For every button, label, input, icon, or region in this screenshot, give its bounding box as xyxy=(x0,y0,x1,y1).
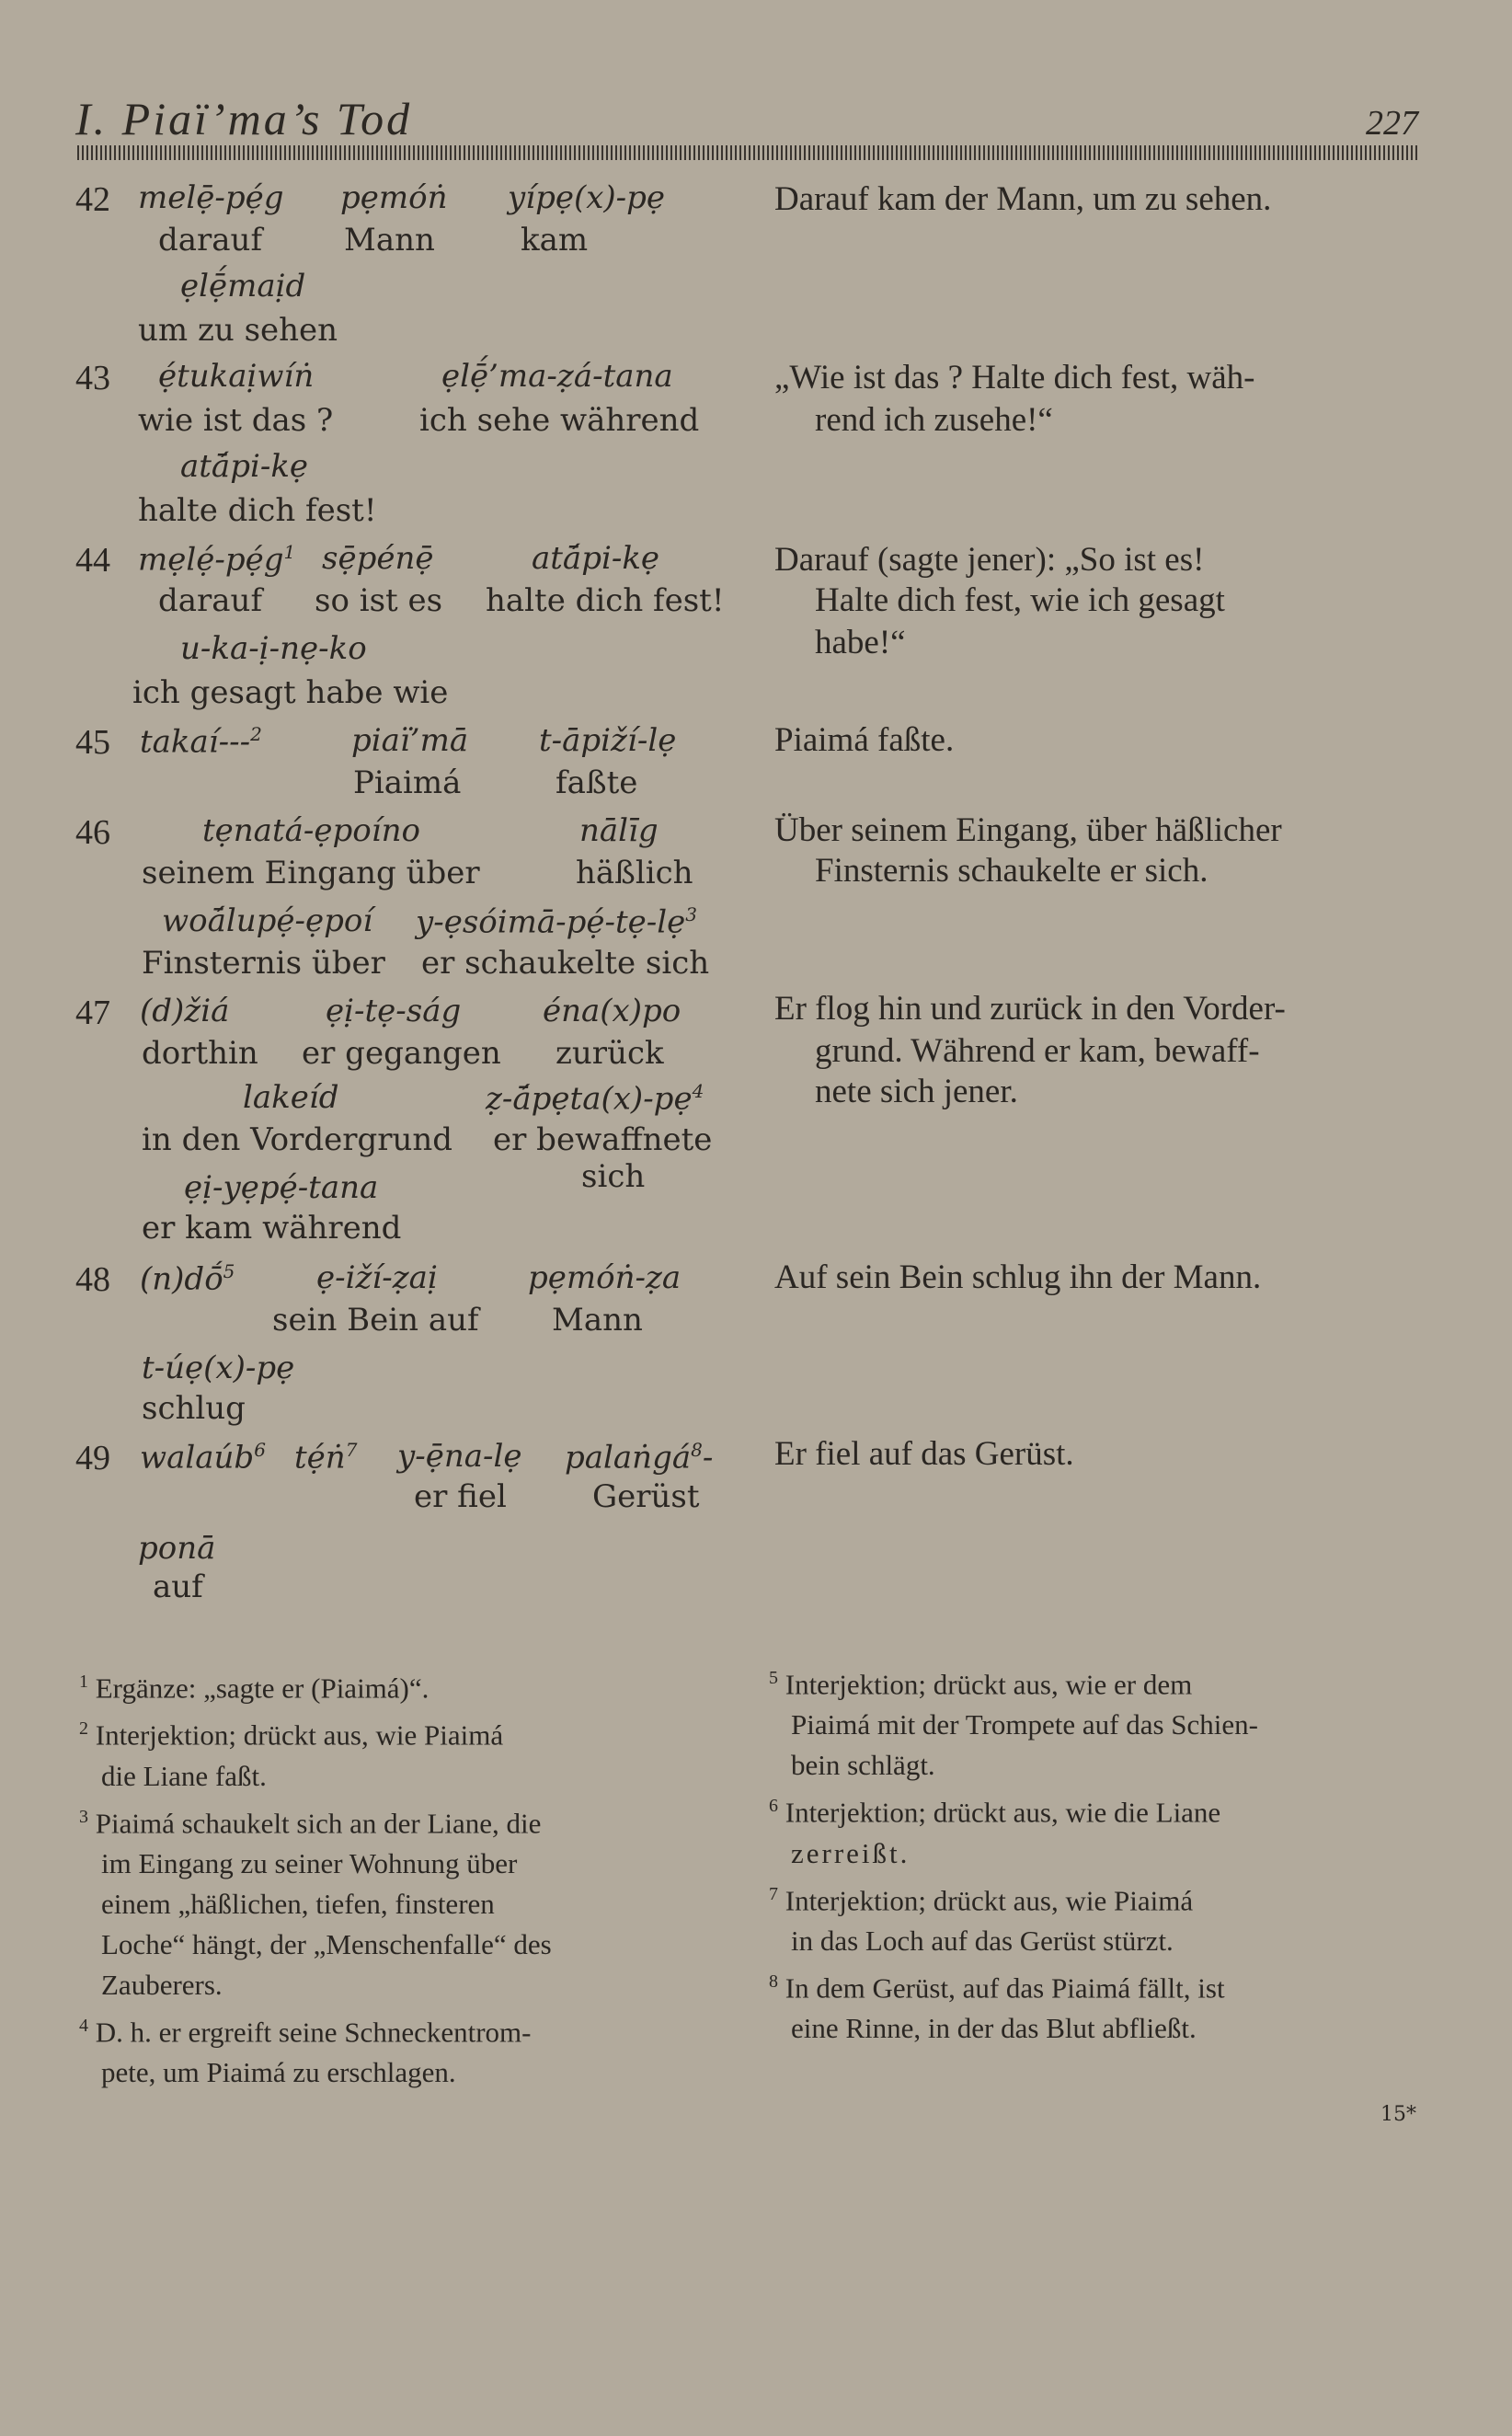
gloss: sein Bein auf xyxy=(272,1302,479,1339)
native-word: pẹmóṅ-ẓa xyxy=(528,1259,682,1296)
translation-line: rend ich zusehe!“ xyxy=(815,401,1053,439)
gloss: er schaukelte sich xyxy=(421,945,710,982)
native-word: ẓ-ā́pẹta(x)-pẹ$^4$ xyxy=(486,1080,704,1118)
gloss: kam xyxy=(521,222,589,259)
native-word: (n)dṓ$^5$ xyxy=(140,1260,235,1298)
gloss: Finsternis über xyxy=(142,945,385,982)
native-word: tẹnatá-ẹpoíno xyxy=(202,812,420,849)
footnote-ref: 7 xyxy=(345,1439,358,1461)
translation-line: „Wie ist das ? Halte dich fest, wäh- xyxy=(774,359,1255,396)
translation-line: grund. Während er kam, bewaff- xyxy=(815,1032,1260,1070)
native-word: atā́pi-kẹ xyxy=(180,448,309,485)
translation-line: Darauf kam der Mann, um zu sehen. xyxy=(774,180,1272,218)
translation-line: Auf sein Bein schlug ihn der Mann. xyxy=(774,1258,1262,1296)
native-word: palaṅgá$^8$- xyxy=(565,1439,714,1477)
native-word: ẹlẹ̄́maịd xyxy=(180,268,306,304)
gloss: darauf xyxy=(158,582,263,619)
entry-number: 44 xyxy=(75,541,110,580)
footnotes-right xyxy=(769,1658,1413,2049)
signature-mark: 15* xyxy=(1380,2103,1416,2126)
native-word: ẹ-iží-ẓaị xyxy=(316,1259,438,1296)
gloss: halte dich fest! xyxy=(486,582,725,619)
entry-number: 46 xyxy=(75,813,110,852)
native-word: atā́pi-kẹ xyxy=(532,540,660,577)
footnote-ref: 2 xyxy=(250,723,262,745)
gloss: Gerüst xyxy=(592,1478,700,1515)
footnote: $^1$ Ergänze: „sagte er (Piaimá)“. xyxy=(79,1672,430,1705)
gloss: er gegangen xyxy=(302,1035,501,1072)
gloss: dorthin xyxy=(142,1035,258,1072)
native-word: woā́lupẹ́-ẹpoí xyxy=(162,902,373,939)
footnote: $^8$ In dem Gerüst, auf das Piaimá fällt, ist eine Rinne, in der das Blut abfließt. xyxy=(769,1971,1225,2045)
translation-line: Darauf (sagte jener): „So ist es! xyxy=(774,541,1205,579)
footnote-ref: 3 xyxy=(685,903,697,925)
entry-number: 42 xyxy=(75,180,110,219)
entry-number: 47 xyxy=(75,994,110,1032)
native-word: lakeíd xyxy=(243,1079,339,1116)
footnote-ref: 4 xyxy=(692,1080,704,1102)
header-rule xyxy=(77,145,1420,160)
footnote: $^5$ Interjektion; drückt aus, wie er dem Piaimá mit der Trompete auf das Schien- bein schlägt. xyxy=(769,1668,1258,1782)
page-number: 227 xyxy=(1366,104,1418,143)
native-word: takaí---$^2$ xyxy=(140,723,262,761)
gloss: in den Vordergrund xyxy=(142,1121,453,1158)
entry-number: 48 xyxy=(75,1260,110,1299)
native-word: t-úẹ(x)-pẹ xyxy=(142,1350,295,1386)
footnote-ref: 1 xyxy=(283,541,296,563)
native-word: tẹ́ṅ$^7$ xyxy=(294,1439,358,1477)
gloss: Mann xyxy=(552,1302,643,1339)
footnotes-left xyxy=(79,1661,723,2093)
gloss: er fiel xyxy=(414,1478,507,1515)
native-word: $mẹlẹ́-pẹ́g^1$ xyxy=(138,541,296,579)
gloss: seinem Eingang über xyxy=(142,855,480,891)
footnote-ref: 6 xyxy=(254,1439,266,1461)
gloss: häßlich xyxy=(576,855,693,891)
gloss: darauf xyxy=(158,222,263,259)
gloss: halte dich fest! xyxy=(138,492,377,529)
footnote: $^6$ Interjektion; drückt aus, wie die Liane zerreißt. xyxy=(769,1796,1221,1869)
native-word: ponā xyxy=(138,1530,216,1567)
native-word: (d)žiá xyxy=(140,993,230,1029)
translation-line: nete sich jener. xyxy=(815,1073,1018,1110)
native-word: ẹlẹ̄́’ma-ẓá-tana xyxy=(441,358,673,395)
running-header-title: I. Piaï’ma’s Tod xyxy=(75,93,413,144)
gloss: auf xyxy=(153,1568,203,1605)
native-word: ẹ́tukaịwíṅ xyxy=(158,358,315,395)
translation-line: Piaimá faßte. xyxy=(774,721,955,759)
footnote: $^3$ Piaimá schaukelt sich an der Liane, die im Eingang zu seiner Wohnung über einem „häßlichen, tiefen, finsteren Loche“ hängt, der „Menschenfalle“ des Zauberers. xyxy=(79,1806,552,2001)
translation-line: Er flog hin und zurück in den Vorder- xyxy=(774,990,1286,1028)
native-word: u-ka-ị-nẹ-ko xyxy=(180,630,367,667)
native-word: melẹ̄-pẹ́g xyxy=(138,179,284,216)
gloss: Mann xyxy=(344,222,435,259)
translation-line: Über seinem Eingang, über häßlicher xyxy=(774,811,1282,849)
native-word: éna(x)po xyxy=(543,993,682,1029)
gloss: so ist es xyxy=(315,582,443,619)
gloss: ich sehe während xyxy=(419,402,700,439)
gloss: schlug xyxy=(142,1390,246,1427)
gloss: zurück xyxy=(556,1035,664,1072)
translation-line: habe!“ xyxy=(815,624,906,661)
native-word: ẹị-yẹpẹ́-tana xyxy=(184,1169,379,1206)
native-word: piaï’mā xyxy=(351,722,469,759)
gloss: um zu sehen xyxy=(138,312,338,349)
translation-line: Halte dich fest, wie ich gesagt xyxy=(815,581,1225,619)
footnote: $^7$ Interjektion; drückt aus, wie Piaimá in das Loch auf das Gerüst stürzt. xyxy=(769,1883,1194,1957)
gloss: wie ist das ? xyxy=(138,402,334,439)
native-word: t-āpiží-lẹ xyxy=(539,722,677,759)
gloss: er bewaffnete xyxy=(493,1121,713,1158)
gloss: faßte xyxy=(556,764,638,801)
footnote: $^4$ D. h. er ergreift seine Schneckentrom- pete, um Piaimá zu erschlagen. xyxy=(79,2015,532,2089)
footnote-ref: 5 xyxy=(223,1260,235,1282)
entry-number: 45 xyxy=(75,723,110,762)
footnote-ref: 8 xyxy=(691,1439,703,1461)
native-word: ẹị-tẹ-ság xyxy=(326,993,462,1029)
gloss: sich xyxy=(581,1158,646,1195)
native-word: pẹmóṅ xyxy=(340,179,448,216)
footnote: $^2$ Interjektion; drückt aus, wie Piaimá die Liane faßt. xyxy=(79,1718,504,1792)
entry-number: 49 xyxy=(75,1439,110,1477)
native-word: sẹ̄pénẹ̄ xyxy=(322,540,434,577)
native-word: y-ẹ̄na-lẹ xyxy=(397,1438,522,1475)
gloss: er kam während xyxy=(142,1210,402,1247)
entry-number: 43 xyxy=(75,359,110,397)
translation-line: Er fiel auf das Gerüst. xyxy=(774,1435,1074,1473)
native-word: y-ẹsóimā-pẹ́-tẹ-lẹ$^3$ xyxy=(416,903,697,941)
native-word: walaúb$^6$ xyxy=(140,1439,266,1477)
gloss: Piaimá xyxy=(353,764,462,801)
native-word: yípẹ(x)-pẹ xyxy=(508,179,666,216)
native-word: nālīg xyxy=(579,812,659,849)
gloss: ich gesagt habe wie xyxy=(132,674,449,711)
translation-line: Finsternis schaukelte er sich. xyxy=(815,852,1208,890)
